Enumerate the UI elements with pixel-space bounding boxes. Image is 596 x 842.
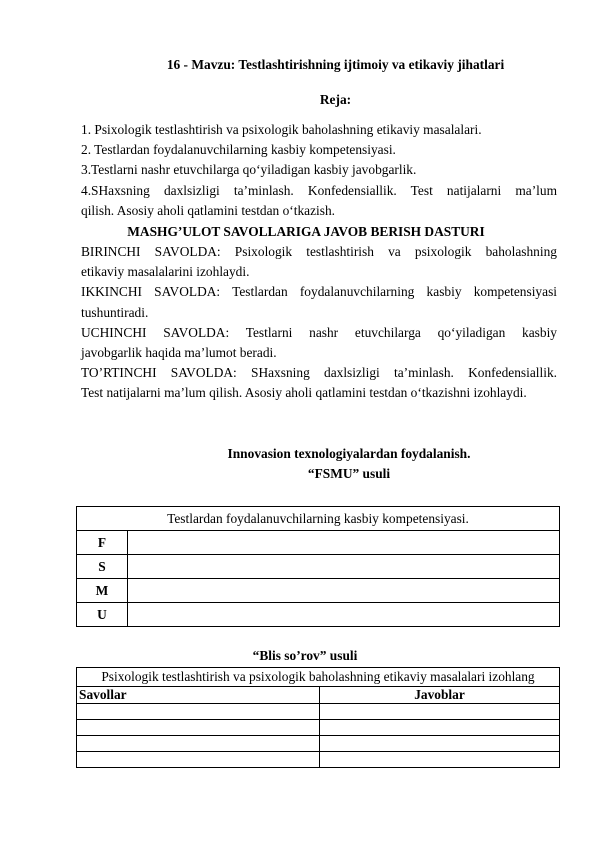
fsmu-answer-cell [128, 555, 560, 579]
fsmu-letter: S [77, 555, 128, 579]
plan-heading: Reja: [319, 92, 352, 107]
plan-item-continuation: qilish. Asosiy aholi qatlamini testdan o‘tkazish. [81, 202, 336, 218]
fsmu-letter: F [77, 531, 128, 555]
program-line: Test natijalarni ma’lum qilish. Asosiy aholi qatlamini testdan o‘tkazishni izohlaydi. [81, 385, 527, 401]
program-line: tushuntiradi. [81, 304, 149, 320]
program-line: BIRINCHI SAVOLDA: Psixologik testlashtirish va psixologik baholashning [81, 244, 557, 259]
plan-item: 3.Testlarni nashr etuvchilarga qo‘yiladigan kasbiy javobgarlik. [81, 162, 417, 178]
table-cell [77, 752, 320, 768]
fsmu-answer-cell [128, 603, 560, 627]
table-cell [320, 736, 560, 752]
table-row [77, 579, 560, 603]
program-line: javobgarlik haqida ma’lumot beradi. [81, 345, 277, 361]
program-heading: MASHG’ULOT SAVOLLARIGA JAVOB BERISH DASTURI [127, 224, 485, 239]
plan-list [81, 120, 557, 221]
program-line: etikaviy masalalarini izohlaydi. [81, 264, 250, 280]
program-body [81, 242, 557, 404]
blis-table-header: Psixologik testlashtirish va psixologik baholashning etikaviy masalalari izohlang [77, 668, 560, 687]
table-row [77, 720, 560, 736]
table-cell [320, 704, 560, 720]
fsmu-title: “FSMU” usuli [307, 466, 391, 481]
blis-table [76, 667, 560, 768]
fsmu-letter: M [77, 579, 128, 603]
fsmu-letter: U [77, 603, 128, 627]
table-row [77, 752, 560, 768]
table-cell [77, 736, 320, 752]
table-cell [320, 752, 560, 768]
table-row [77, 704, 560, 720]
fsmu-table [76, 506, 560, 627]
document-title: 16 - Mavzu: Testlashtirishning ijtimoiy va etikaviy jihatlari [166, 57, 505, 72]
table-row [77, 736, 560, 752]
fsmu-answer-cell [128, 531, 560, 555]
plan-item: 1. Psixologik testlashtirish va psixologik baholashning etikaviy masalalari. [81, 122, 482, 137]
fsmu-answer-cell [128, 579, 560, 603]
program-line: IKKINCHI SAVOLDA: Testlardan foydalanuvchilarning kasbiy kompetensiyasi [81, 284, 557, 300]
plan-item: 2. Testlardan foydalanuvchilarning kasbiy kompetensiyasi. [81, 142, 396, 158]
table-cell [77, 704, 320, 720]
table-cell [320, 720, 560, 736]
program-line: UCHINCHI SAVOLDA: Testlarni nashr etuvchilarga qo‘yiladigan kasbiy [81, 324, 557, 340]
column-header-savollar: Savollar [77, 687, 320, 704]
table-row [77, 555, 560, 579]
blis-title: “Blis so’rov” usuli [252, 648, 358, 663]
innovation-heading: Innovasion texnologiyalardan foydalanish. [227, 446, 471, 461]
table-row [77, 687, 560, 704]
plan-item: 4.SHaxsning daxlsizligi ta’minlash. Konfedensiallik. Test natijalarni ma’lum [81, 182, 557, 198]
program-line: TO’RTINCHI SAVOLDA: SHaxsning daxlsizligi ta’minlash. Konfedensiallik. [81, 365, 557, 381]
table-cell [77, 720, 320, 736]
table-row [77, 603, 560, 627]
column-header-javoblar: Javoblar [320, 687, 560, 704]
fsmu-table-header: Testlardan foydalanuvchilarning kasbiy kompetensiyasi. [77, 507, 560, 531]
table-row [77, 531, 560, 555]
